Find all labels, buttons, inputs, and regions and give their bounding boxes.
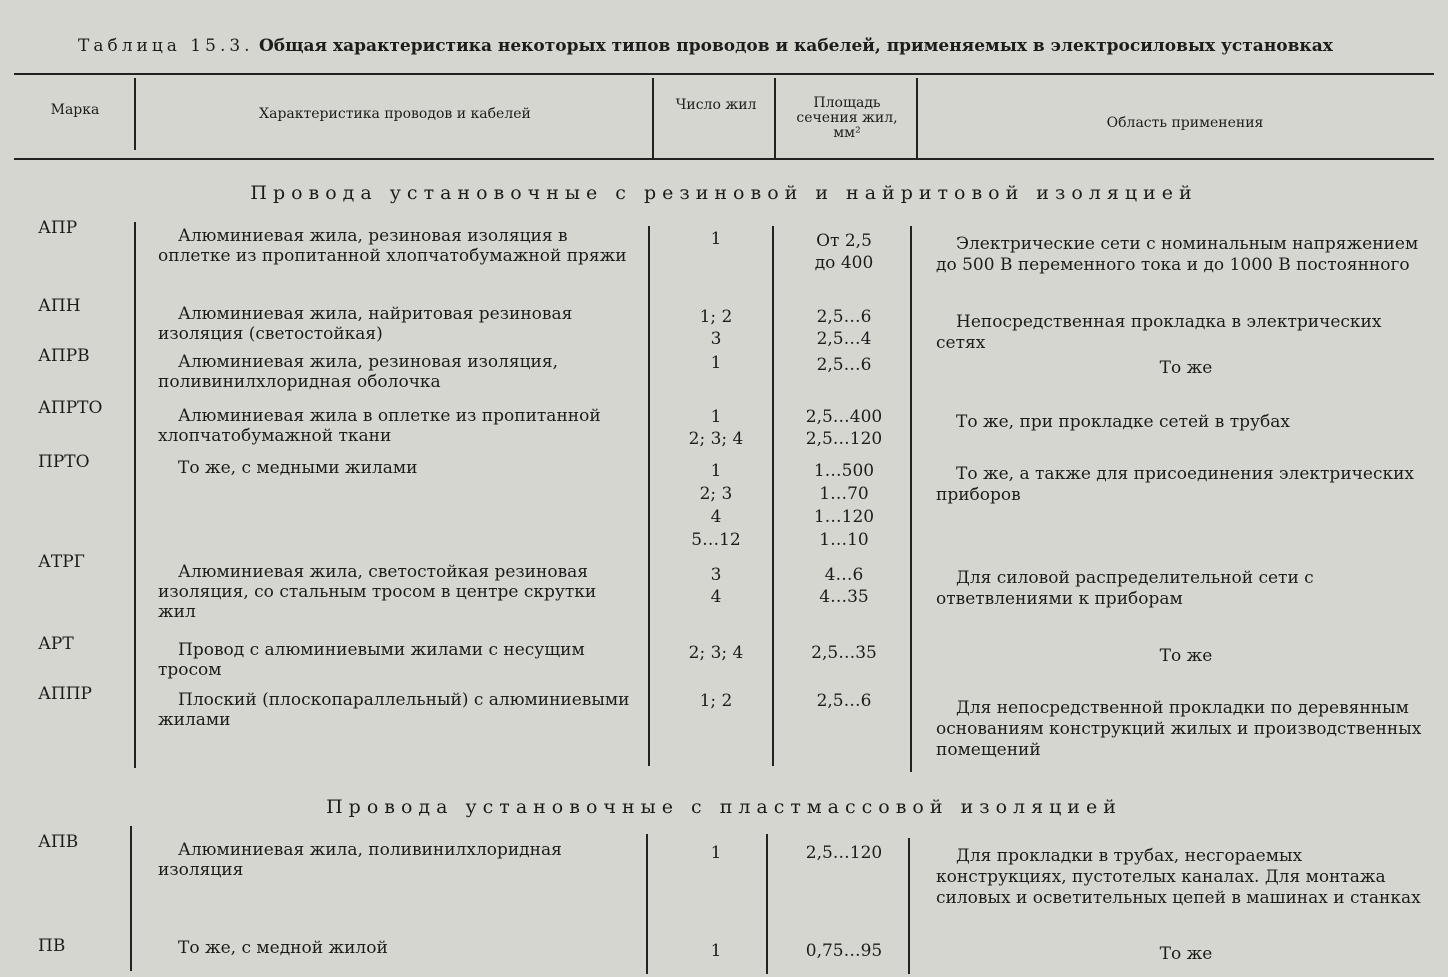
row-area: 2,5…6 [816, 691, 872, 711]
row-use: То же, при прокладке сетей в трубах [956, 412, 1290, 432]
header-use: Область применения [1106, 115, 1264, 131]
row-mark: АПРВ [38, 346, 90, 366]
row-use: То же [1159, 646, 1213, 666]
row-count: 1; 2 3 [699, 307, 733, 349]
row-desc: Алюминиевая жила, резиновая изоляция в оплетке из пропитанной хлопчатобумажной пряжи [158, 226, 627, 266]
column-divider [910, 226, 912, 772]
caption-label: Таблица 15.3. [78, 36, 254, 56]
row-desc: То же, с медной жилой [178, 938, 388, 958]
row-mark: АПРТО [38, 398, 103, 418]
row-count: 3 4 [710, 565, 722, 607]
row-desc: Плоский (плоскопараллельный) с алюминиевыми жилами [158, 690, 630, 730]
row-use: Для непосредственной прокладки по деревянным основаниям конструкций жилых и производственных помещений [936, 698, 1422, 760]
row-mark: АРТ [38, 634, 74, 654]
header-divider [774, 78, 776, 158]
header-divider [916, 78, 918, 160]
row-desc: Алюминиевая жила, поливинилхлоридная изоляция [158, 840, 562, 880]
section-title: Провода установочные с резиновой и найритовой изоляцией [250, 182, 1198, 204]
row-use: То же [1159, 358, 1213, 378]
row-use: Электрические сети с номинальным напряжением до 500 В переменного тока и до 1000 В постоянного [936, 234, 1419, 275]
row-desc: То же, с медными жилами [178, 458, 418, 478]
row-area: От 2,5 до 400 [814, 231, 874, 273]
row-area: 4…6 4…35 [819, 565, 869, 607]
row-use: Непосредственная прокладка в электрических сетях [936, 312, 1382, 353]
row-area: 2,5…400 2,5…120 [805, 407, 883, 449]
row-mark: АПР [38, 218, 78, 238]
header-divider [652, 78, 654, 158]
row-use: То же [1159, 944, 1213, 964]
row-area: 2,5…120 [805, 843, 883, 863]
row-mark: АТРГ [38, 552, 85, 572]
header-divider [134, 78, 136, 150]
row-desc: Алюминиевая жила, найритовая резиновая изоляция (светостойкая) [158, 304, 573, 344]
row-desc: Алюминиевая жила, светостойкая резиновая изоляция, со стальным тросом в центре скрутки жил [158, 562, 597, 622]
row-mark: АПН [38, 296, 81, 316]
row-use: Для прокладки в трубах, несгораемых конструкциях, пустотелых каналах. Для монтажа силовых и осветительных цепей в машинах и станках [936, 846, 1421, 908]
header-area: Площадь сечения жил, мм² [796, 95, 898, 141]
caption-title: Общая характеристика некоторых типов проводов и кабелей, применяемых в электросиловых установках [258, 36, 1333, 56]
row-count: 1 2; 3 4 5…12 [691, 461, 741, 550]
row-count: 1 2; 3; 4 [688, 407, 744, 449]
row-count: 1 [710, 941, 722, 961]
row-use: То же, а также для присоединения электрических приборов [936, 464, 1415, 505]
column-divider [772, 226, 774, 766]
column-divider [648, 226, 650, 766]
section-title: Провода установочные с пластмассовой изоляцией [326, 796, 1122, 818]
top-rule [14, 73, 1434, 75]
column-divider [130, 826, 132, 971]
row-desc: Алюминиевая жила в оплетке из пропитанной хлопчатобумажной ткани [158, 406, 601, 446]
header-desc: Характеристика проводов и кабелей [259, 106, 531, 122]
table-caption [78, 36, 1378, 56]
row-mark: ПРТО [38, 452, 90, 472]
row-area: 1…500 1…70 1…120 1…10 [813, 461, 875, 550]
row-area: 2,5…6 2,5…4 [816, 307, 872, 349]
header-mark: Марка [50, 102, 100, 118]
row-count: 1 [710, 229, 722, 249]
row-area: 2,5…35 [811, 643, 877, 663]
row-count: 1 [710, 353, 722, 373]
row-mark: ПВ [38, 936, 66, 956]
row-desc: Алюминиевая жила, резиновая изоляция, поливинилхлоридная оболочка [158, 352, 558, 392]
row-mark: АПВ [38, 832, 79, 852]
row-count: 1; 2 [699, 691, 733, 711]
row-count: 2; 3; 4 [688, 643, 744, 663]
row-area: 2,5…6 [816, 355, 872, 375]
row-count: 1 [710, 843, 722, 863]
column-divider [646, 834, 648, 974]
header-bottom-rule [14, 158, 1434, 160]
row-use: Для силовой распределительной сети с ответвлениями к приборам [936, 568, 1314, 609]
header-count: Число жил [675, 97, 757, 113]
row-area: 0,75…95 [805, 941, 883, 961]
row-desc: Провод с алюминиевыми жилами с несущим тросом [158, 640, 585, 680]
row-mark: АППР [38, 684, 92, 704]
column-divider [134, 222, 136, 768]
